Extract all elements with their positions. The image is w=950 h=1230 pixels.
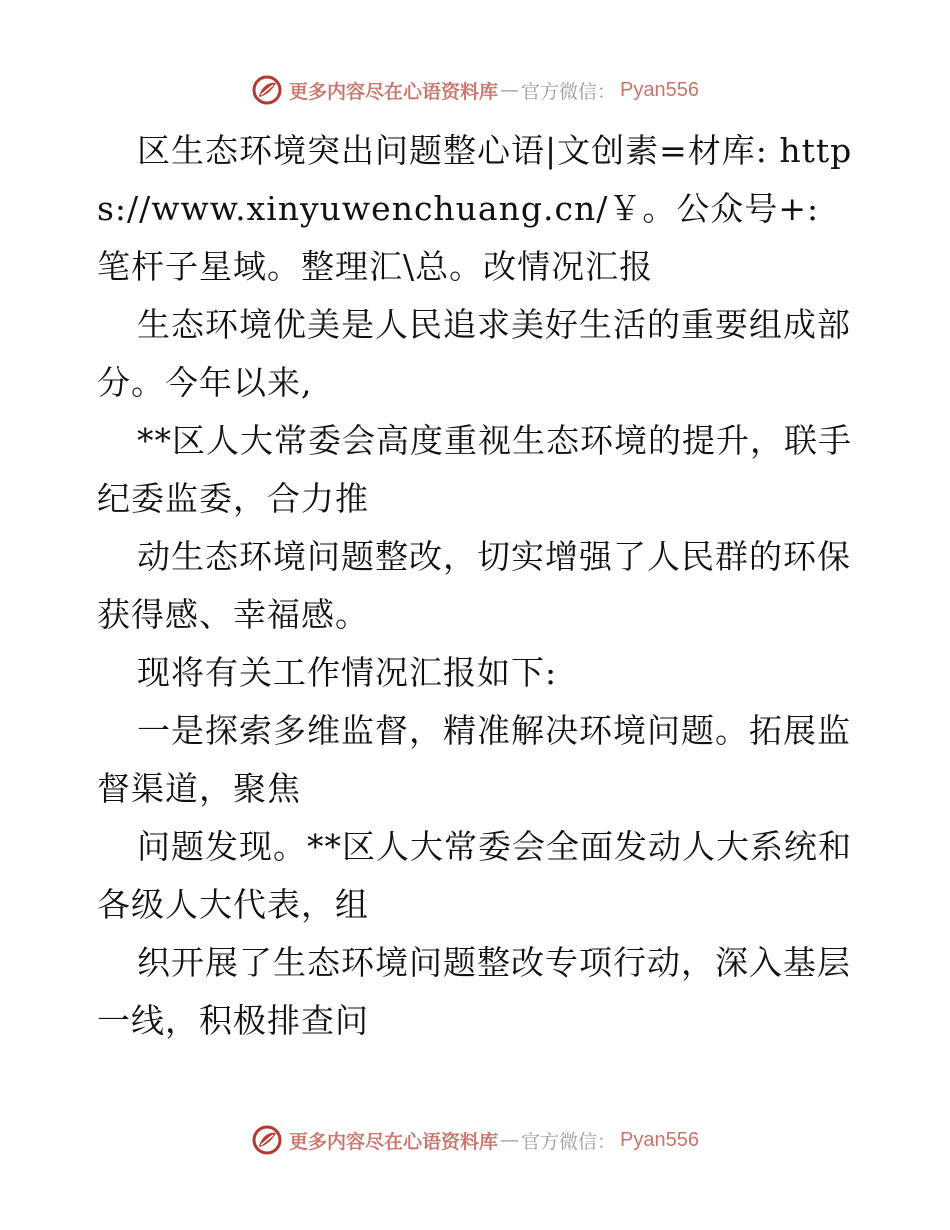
paragraph: **区人大常委会高度重视生态环境的提升，联手纪委监委，合力推 — [97, 421, 852, 518]
paragraph: 生态环境优美是人民追求美好生活的重要组成部分。今年以来, — [97, 305, 851, 402]
red-leaf-swirl-icon — [251, 74, 283, 106]
footer-site-text: 更多内容尽在心语资料库 — [289, 1130, 499, 1153]
paragraph: 问题发现。**区人大常委会全面发动人大系统和各级人大代表，组 — [97, 827, 852, 924]
paragraph: 织开展了生态环境问题整改专项行动，深入基层一线，积极排查问 — [97, 943, 851, 1040]
paragraph: 动生态环境问题整改，切实增强了人民群的环保获得感、幸福感。 — [97, 537, 851, 634]
paragraph-title: 区生态环境突出问题整心语|文创素=材库: https://www.xinyuwenchuang.cn/￥。公众号+: 笔杆子星域。整理汇\总。改情况汇报 — [97, 131, 853, 286]
header-site-text: 更多内容尽在心语资料库 — [289, 80, 499, 103]
header-banner — [0, 70, 950, 110]
paragraph: 一是探索多维监督，精准解决环境问题。拓展监督渠道，聚焦 — [97, 711, 851, 808]
footer-wechat-label: 官方微信： — [521, 1130, 617, 1153]
header-wechat-label: 官方微信： — [521, 80, 617, 103]
header-wechat-id: Pyan556 — [620, 78, 699, 101]
header-dash: — — [500, 79, 520, 101]
document-body — [97, 122, 853, 1050]
paragraph: 现将有关工作情况汇报如下: — [137, 653, 558, 692]
footer-dash: — — [500, 1129, 520, 1151]
footer-wechat-id: Pyan556 — [620, 1128, 699, 1151]
red-leaf-swirl-icon — [251, 1124, 283, 1156]
footer-banner — [0, 1120, 950, 1160]
